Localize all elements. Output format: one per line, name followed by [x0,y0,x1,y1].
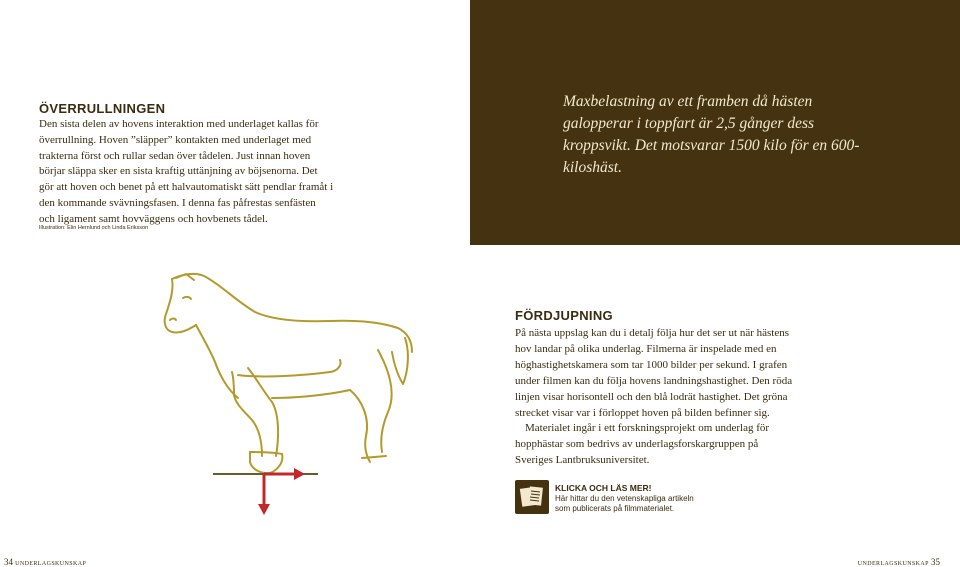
document-icon[interactable] [515,480,549,514]
overrullningen-body: Den sista delen av hovens interaktion med underlaget kallas för överrullning. Hoven ”släpper” kontakten med underlaget med trakterna först och rullar sedan över tådelen. Just innan hoven börjar släppa sker en sista kraftig uttänjning av böjsenorna. Det gör att hoven och benet på ett halvautomatiskt sätt pendlar framåt i den kommande svävningsfasen. I denna fas påfrestas senfästen och ligament samt hovväggens och hovbenets tådel. [39,118,334,225]
footer-left-title: underlagskunskap [15,557,87,567]
page-number-left: 34 [4,557,13,567]
horse-illustration [0,240,470,550]
footer-right [858,557,940,567]
overrullningen-heading: ÖVERRULLNINGEN [39,101,166,116]
quote-text: Maxbelastning av ett framben då hästen galopperar i toppfart är 2,5 gånger dess kroppsvikt. Det motsvarar 1500 kilo för en 600-kiloshäst. [563,93,860,176]
footer-left [4,557,86,567]
cta-title[interactable]: KLICKA OCH LÄS MER! [555,483,652,493]
fordjupning-paragraph-1: På nästa uppslag kan du i detalj följa hur det ser ut när hästens hov landar på olika underlag. Filmerna är inspelade med en höghastighetskamera som tar 1000 bilder per sekund. I grafen under filmen kan du följa hovens landningshastighet. Den röda linjen visar horisontell och den blå lodrät hastighet. Det gröna strecket visar var i förloppet hoven på bilden befinner sig. [515,327,793,419]
footer-right-title: underlagskunskap [857,557,929,567]
cta-line-1[interactable]: Här hittar du den vetenskapliga artikeln [555,494,694,503]
fordjupning-paragraph-2: Materialet ingår i ett forskningsprojekt om underlag för hopphästar som bedrivs av underlagsforskargruppen på Sveriges Lantbruksuniversitet. [515,422,770,467]
quote-box [470,0,960,245]
page-number-right: 35 [931,557,940,567]
cta-line-2[interactable]: som publicerats på filmmaterialet. [555,504,675,513]
fordjupning-heading: FÖRDJUPNING [515,308,613,323]
fordjupning-body [515,326,798,469]
illustration-credit: Illustration: Elin Hernlund och Linda Eriksson [39,225,149,231]
